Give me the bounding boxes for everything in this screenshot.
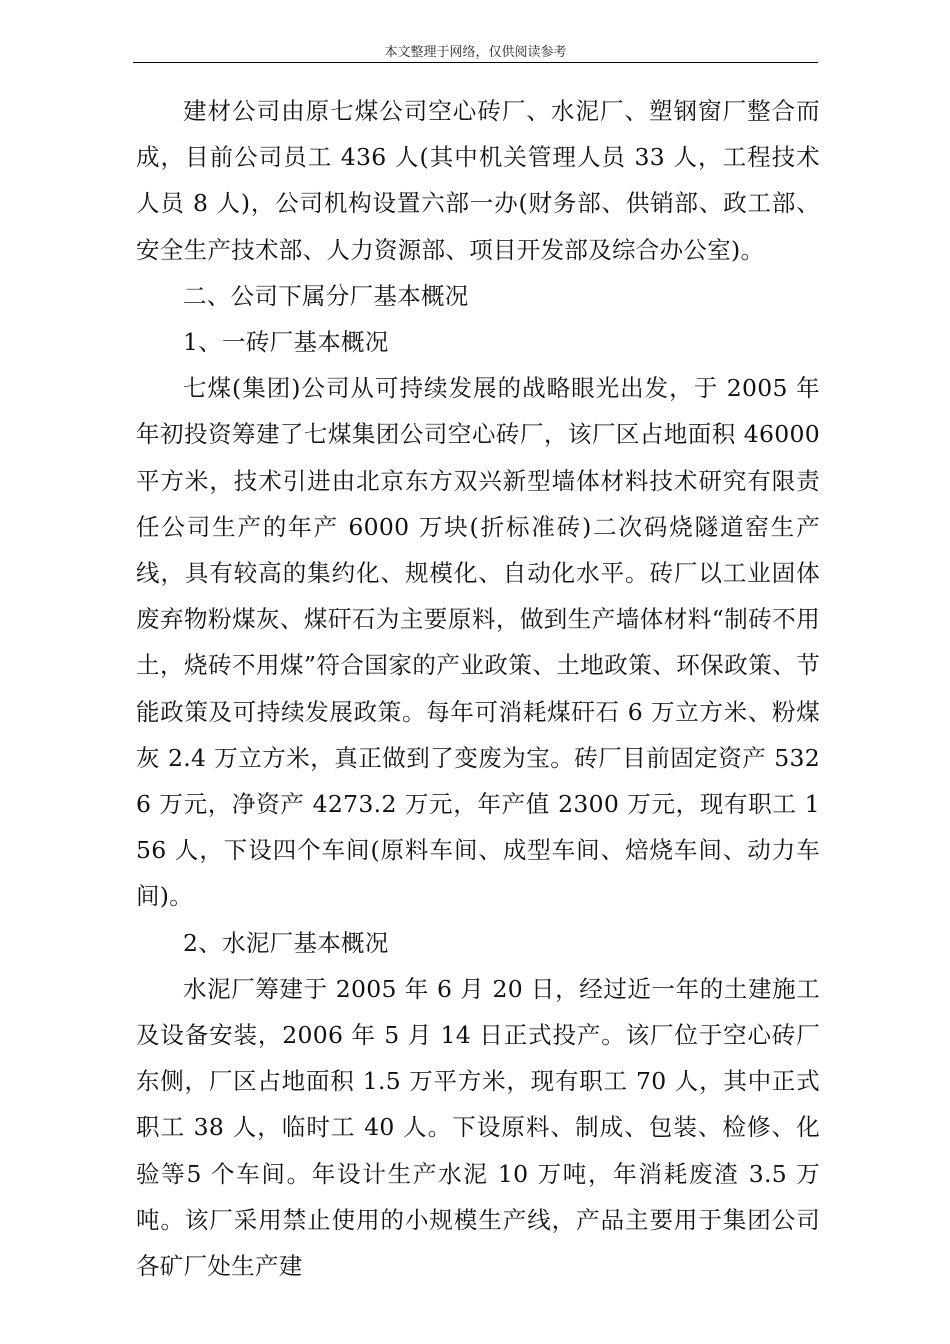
- page-header: 本文整理于网络，仅供阅读参考: [384, 45, 567, 60]
- document-body: [136, 88, 820, 1289]
- paragraph-cement-factory: 水泥厂筹建于 2005 年 6 月 20 日，经过近一年的土建施工及设备安装，2006 年 5 月 14 日正式投产。该厂位于空心砖厂东侧，厂区占地面积 1.5 万平方米，现有职工 70 人，其中正式职工 38 人，临时工 40 人。下设原料、制成、包装、检修、化验等5 个车间。年设计生产水泥 10 万吨，年消耗废渣 3.5 万吨。该厂采用禁止使用的小规模生产线，产品主要用于集团公司各矿厂处生产建: [136, 974, 820, 1281]
- paragraph-brick-factory: 七煤(集团)公司从可持续发展的战略眼光出发，于 2005 年年初投资筹建了七煤集团公司空心砖厂，该厂区占地面积 46000 平方米，技术引进由北京东方双兴新型墙体材料技术研究有限责任公司生产的年产 6000 万块(折标准砖)二次码烧隧道窑生产线，具有较高的集约化、规模化、自动化水平。砖厂以工业固体废弃物粉煤灰、煤矸石为主要原料，做到生产墙体材料“制砖不用土，烧砖不用煤”符合国家的产业政策、土地政策、环保政策、节能政策及可持续发展政策。每年可消耗煤矸石 6 万立方米、粉煤灰 2.4 万立方米，真正做到了变废为宝。砖厂目前固定资产 5326 万元，净资产 4273.2 万元，年产值 2300 万元，现有职工 156 人，下设四个车间(原料车间、成型车间、焙烧车间、动力车间)。: [136, 374, 820, 911]
- section-heading-subsidiaries: 二、公司下属分厂基本概况: [183, 281, 469, 310]
- paragraph-company-overview: 建材公司由原七煤公司空心砖厂、水泥厂、塑钢窗厂整合而成，目前公司员工 436 人(其中机关管理人员 33 人，工程技术人员 8 人)，公司机构设置六部一办(财务部、供销部、政工部、安全生产技术部、人力资源部、项目开发部及综合办公室)。: [136, 97, 820, 264]
- header-divider: [133, 62, 818, 63]
- subheading-brick-factory: 1、一砖厂基本概况: [183, 328, 389, 357]
- subheading-cement-factory: 2、水泥厂基本概况: [183, 928, 389, 957]
